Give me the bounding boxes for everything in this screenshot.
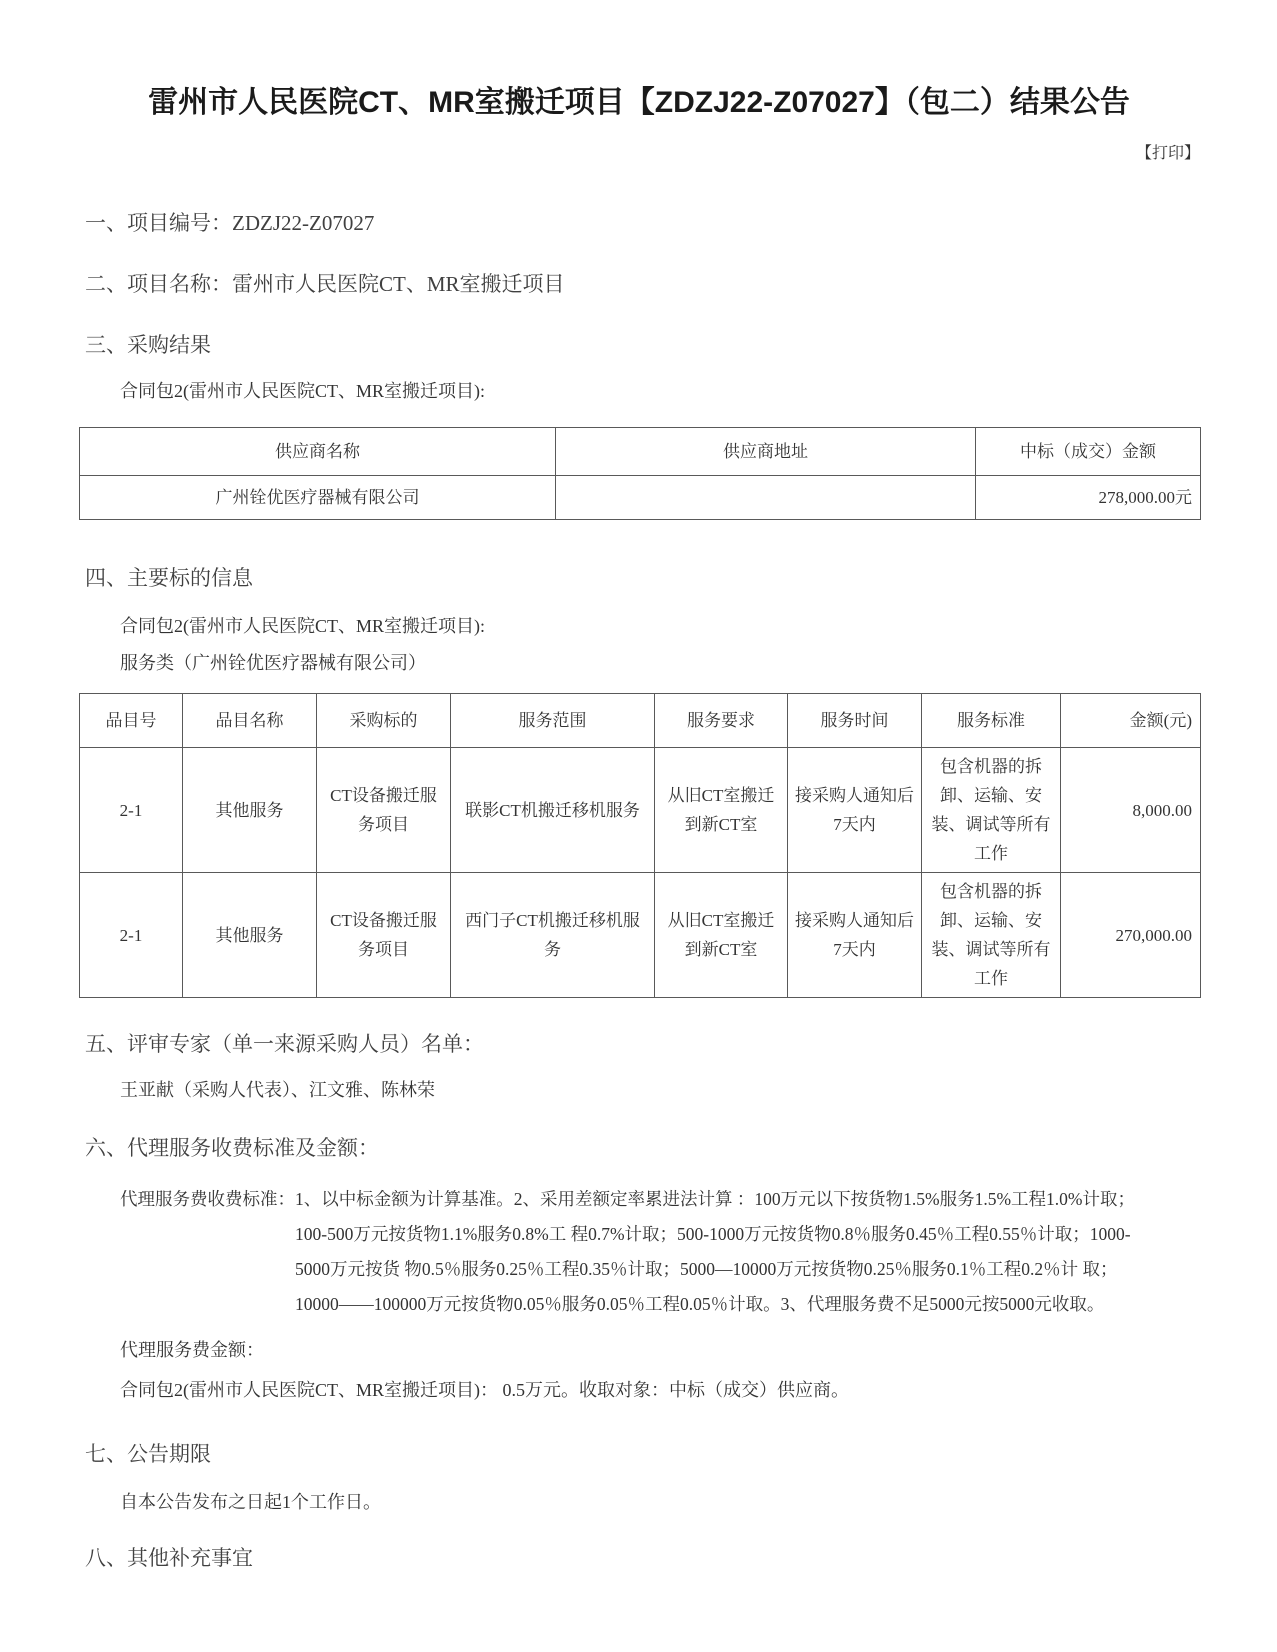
col-header-item-name: 品目名称	[183, 694, 317, 748]
agency-fee-standard-label: 代理服务费收费标准：	[120, 1189, 295, 1209]
section-procurement-result-heading: 三、采购结果	[85, 333, 211, 357]
table-header-row	[80, 694, 1201, 748]
col-header-award-amount: 中标（成交）金额	[976, 428, 1201, 476]
supplier-address-cell	[556, 476, 976, 520]
agency-fee-standard-value: 1、以中标金额为计算基准。2、采用差额定率累进法计算 ：100万元以下按货物1.5%服务1.5%工程1.0%计取；100-500万元按货物1.1%服务0.8%工 程0.7%计取；500-1000万元按货物0.8％服务0.45％工程0.55％计取；1000-5000万元按货 物0.5％服务0.25％工程0.35％计取；5000—10000万元按货物0.25％服务0.1％工程0.2％计 取；10000——100000万元按货物0.05％服务0.05％工程0.05％计取。3、代理服务费不足5000元按5000元收取。	[295, 1189, 1135, 1314]
item-name-cell: 其他服务	[183, 873, 317, 998]
section-project-name-heading: 二、项目名称：雷州市人民医院CT、MR室搬迁项目	[85, 272, 565, 296]
print-row	[78, 140, 1200, 163]
requirement-cell: 从旧CT室搬迁到新CT室	[655, 748, 788, 873]
col-header-scope: 服务范围	[451, 694, 655, 748]
requirement-cell: 从旧CT室搬迁到新CT室	[655, 873, 788, 998]
target-cell: CT设备搬迁服务项目	[317, 748, 451, 873]
target-cell: CT设备搬迁服务项目	[317, 873, 451, 998]
item-name-cell: 其他服务	[183, 748, 317, 873]
col-header-target: 采购标的	[317, 694, 451, 748]
standard-cell: 包含机器的拆卸、运输、安装、调试等所有工作	[922, 748, 1061, 873]
col-header-time: 服务时间	[788, 694, 922, 748]
service-items-table	[79, 693, 1201, 998]
print-button[interactable]: 【打印】	[1135, 145, 1200, 162]
supplier-result-table	[79, 427, 1201, 520]
col-header-standard: 服务标准	[922, 694, 1061, 748]
col-header-item-no: 品目号	[80, 694, 183, 748]
col-header-supplier-address: 供应商地址	[556, 428, 976, 476]
page-title: 雷州市人民医院CT、MR室搬迁项目【ZDZJ22-Z07027】（包二）结果公告	[148, 86, 1130, 119]
contract-package-line-result: 合同包2(雷州市人民医院CT、MR室搬迁项目):	[120, 381, 485, 401]
award-amount-cell: 278,000.00元	[976, 476, 1201, 520]
amount-cell: 270,000.00	[1061, 873, 1201, 998]
table-header-row	[80, 428, 1201, 476]
agency-fee-amount-line: 合同包2(雷州市人民医院CT、MR室搬迁项目)： 0.5万元。收取对象：中标（成交）供应商。	[120, 1380, 849, 1400]
col-header-supplier-name: 供应商名称	[80, 428, 556, 476]
service-category-line: 服务类（广州铨优医疗器械有限公司）	[120, 653, 426, 673]
time-cell: 接采购人通知后7天内	[788, 748, 922, 873]
announcement-period-content: 自本公告发布之日起1个工作日。	[120, 1492, 381, 1512]
table-row	[80, 476, 1201, 520]
supplier-name-cell: 广州铨优医疗器械有限公司	[80, 476, 556, 520]
section-main-target-heading: 四、主要标的信息	[85, 566, 253, 590]
agency-fee-amount-label: 代理服务费金额：	[120, 1340, 264, 1360]
section-project-number-heading: 一、项目编号：ZDZJ22-Z07027	[85, 211, 375, 235]
section-announcement-period-heading: 七、公告期限	[85, 1442, 211, 1466]
item-no-cell: 2-1	[80, 873, 183, 998]
experts-names: 王亚献（采购人代表）、江文雅、陈林荣	[120, 1080, 435, 1100]
agency-fee-standard-paragraph	[120, 1182, 1137, 1322]
amount-cell: 8,000.00	[1061, 748, 1201, 873]
section-experts-heading: 五、评审专家（单一来源采购人员）名单：	[85, 1032, 484, 1056]
table-row	[80, 873, 1201, 998]
standard-cell: 包含机器的拆卸、运输、安装、调试等所有工作	[922, 873, 1061, 998]
time-cell: 接采购人通知后7天内	[788, 873, 922, 998]
item-no-cell: 2-1	[80, 748, 183, 873]
col-header-amount: 金额(元)	[1061, 694, 1201, 748]
table-row	[80, 748, 1201, 873]
scope-cell: 西门子CT机搬迁移机服务	[451, 873, 655, 998]
section-other-matters-heading: 八、其他补充事宜	[85, 1546, 253, 1570]
scope-cell: 联影CT机搬迁移机服务	[451, 748, 655, 873]
section-agency-fee-heading: 六、代理服务收费标准及金额：	[85, 1136, 379, 1160]
contract-package-line-target: 合同包2(雷州市人民医院CT、MR室搬迁项目):	[120, 616, 485, 636]
col-header-requirement: 服务要求	[655, 694, 788, 748]
